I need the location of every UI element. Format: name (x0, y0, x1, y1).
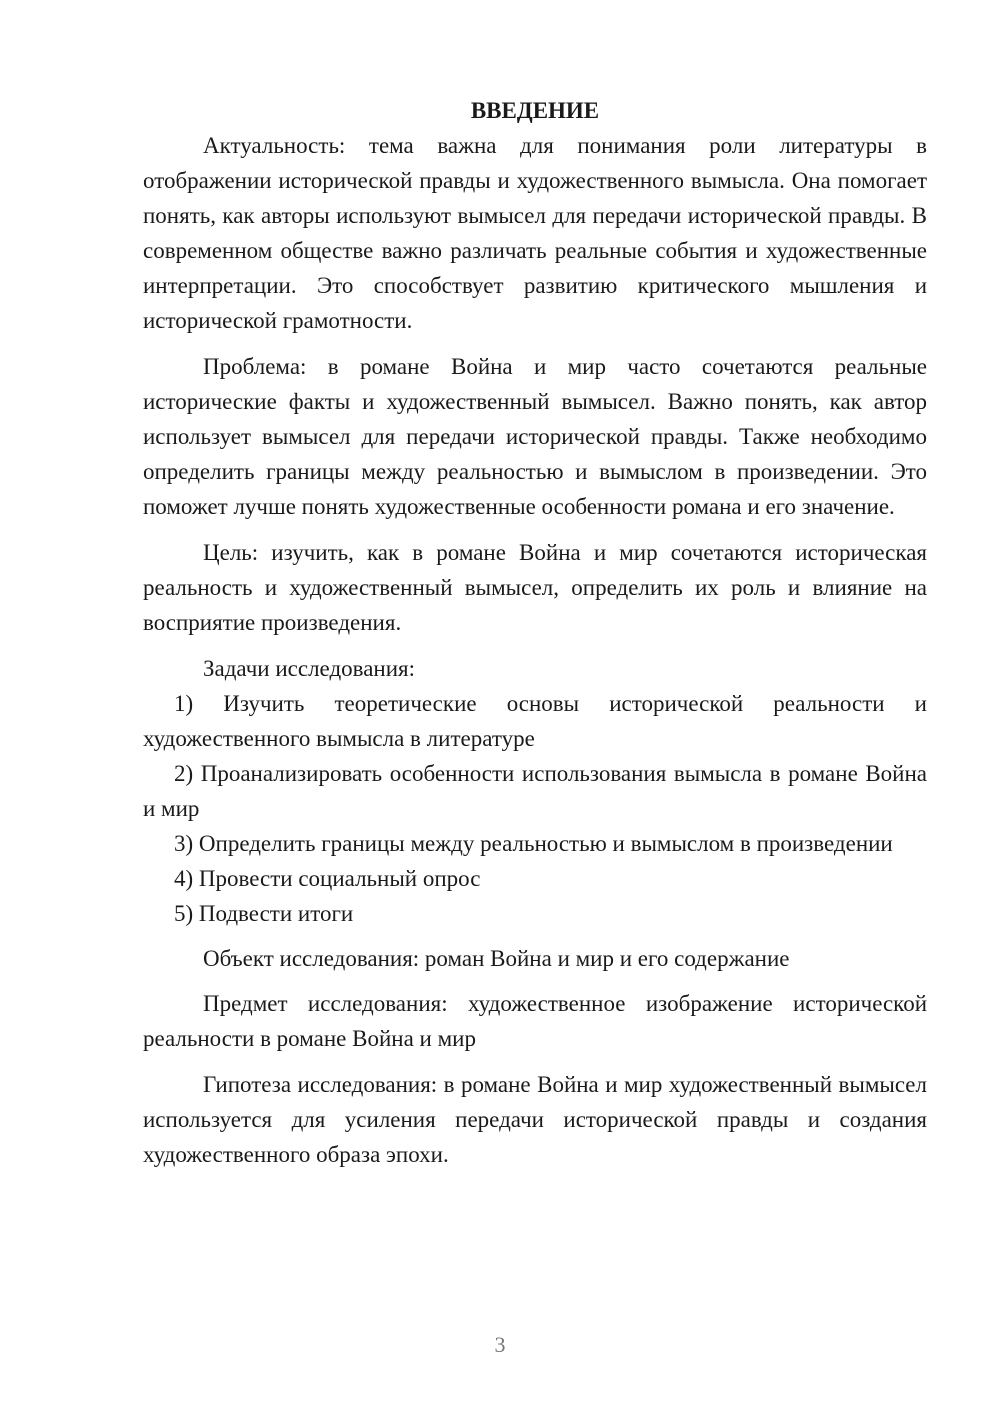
hypothesis-paragraph: Гипотеза исследования: в романе Война и мир художественный вымысел используется для усиления передачи исторической правды и создания художественного образа эпохи. (143, 1072, 927, 1167)
problem-paragraph: Проблема: в романе Война и мир часто сочетаются реальные исторические факты и художественный вымысел. Важно понять, как автор использует вымысел для передачи исторической правды. Также необходимо определить границы между реальностью и вымыслом в произведении. Это поможет лучше понять художественные особенности романа и его значение. (143, 354, 927, 519)
list-item: 4) Провести социальный опрос (174, 866, 481, 891)
list-item: 3) Определить границы между реальностью и вымыслом в произведении (174, 831, 893, 856)
goal-paragraph: Цель: изучить, как в романе Война и мир сочетаются историческая реальность и художественный вымысел, определить их роль и влияние на восприятие произведения. (143, 540, 927, 635)
list-item: 2) Проанализировать особенности использования вымысла в романе Война и мир (143, 761, 927, 821)
page-title: ВВЕДЕНИЕ (470, 98, 600, 123)
object-paragraph: Объект исследования: роман Война и мир и его содержание (203, 946, 790, 971)
subject-paragraph: Предмет исследования: художественное изображение исторической реальности в романе Война и мир (143, 991, 927, 1051)
document-body (143, 93, 927, 1172)
list-item: 5) Подвести итоги (174, 901, 354, 926)
page-number: 3 (494, 1332, 506, 1357)
tasks-heading: Задачи исследования: (203, 656, 416, 681)
list-item: 1) Изучить теоретические основы исторической реальности и художественного вымысла в литературе (143, 691, 927, 751)
relevance-paragraph: Актуальность: тема важна для понимания роли литературы в отображении исторической правды и художественного вымысла. Она помогает понять, как авторы используют вымысел для передачи исторической правды. В современном обществе важно различать реальные события и художественные интерпретации. Это способствует развитию критического мышления и исторической грамотности. (143, 133, 927, 333)
tasks-list (143, 686, 927, 931)
